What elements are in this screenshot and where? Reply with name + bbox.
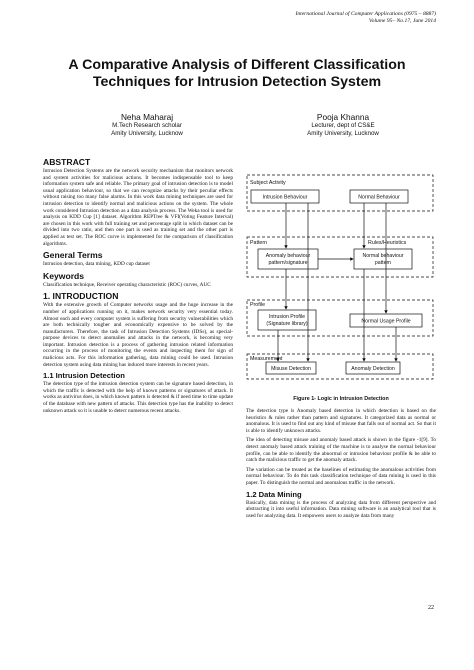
general-terms-text: Intrusion detection, data mining, KDD cup dataset: [43, 261, 150, 268]
intrusion-profile-label-2: (Signature library): [266, 321, 308, 327]
abstract-heading: ABSTRACT: [43, 157, 91, 167]
anomaly-pattern-label-1: Anomaly behaviour: [265, 253, 311, 259]
normal-pattern-label-1: Normal behaviour: [362, 253, 404, 259]
author-role: Lecturer, dept of CS&E: [311, 122, 375, 129]
author-affiliation: Amity University, Lucknow: [307, 130, 379, 137]
right-column: [246, 396, 436, 519]
right-paragraph-3: The variation can be treated as the baselines of estimating the anomalous activities from normal behaviour. To do this task classification technique of data mining is used in this paper. To distinguish the normal and anomalous traffic in the network.: [246, 466, 436, 486]
data-mining-text: Basically, data mining is the process of analyzing data from different perspective and abstracting it into useful information. Data mining software is an analytical tool that is used for analyzing data. It empowers users to analyze data from many: [246, 499, 436, 519]
abstract-text: Intrusion Detection Systems are the network security mechanism that monitors network and system activities for malicious actions. It becomes indispensable tool to keep information system safe and reliable. The primary goal of intrusion detection is to model usual application behaviour, so that we can recognize attacks by their peculiar effects without raising too many false alarms. In this work data mining techniques are used for intrusion detection to identify normal and malicious actions on the system. The whole work considered Intrusion detection as a data analysis process. The Weka tool is used for analysis on KDD Cup [1] dataset. Algorithm REPTree & VFI(Voting Feature Interval) are chosen in this work with full training set and percentage split in which dataset can be divided into two ratio, and then one part is used as training set and the other part is applied as test set. The ROC curve is implemented for the comparison of classification algorithms.: [43, 168, 233, 247]
intrusion-profile-box: [258, 310, 316, 330]
intrusion-behaviour-label: Intrusion Behaviour: [262, 194, 308, 201]
right-paragraph-1: The detection type is Anomaly based detection in which detection is based on the heuristics & rules rather than pattern and signatures. It categorized data as normal or anomalous. It is used to find out any kind of misuse that falls out of normal act. So that it is able to identify unknown attacks.: [246, 408, 436, 434]
normal-usage-profile-label: Normal Usage Profile: [361, 318, 411, 325]
anomaly-detection-label: Anomaly Detection: [351, 366, 395, 372]
normal-pattern-label-2: pattern: [374, 260, 392, 266]
introduction-text: With the extensive growth of Computer networks usage and the huge increase in the number of applications running on it, makes network security very essential today. Almost each and every computer system is suffering from security vulnerabilities which are both technically tougher and economically expensive to be solved by the manufacturers. Therefore, the task of Intrusion Detection Systems (IDSs), as special-purpose devices to detect anomalies and attacks in the network, is becoming very important. Intrusion detection is a process of gathering intrusion related information occurring in the process of monitoring the events and inspecting them for sign of malicious acts. For this information gathering, data mining could be used. Intrusion detection system using data mining has induced more interests in recent years.: [43, 302, 233, 368]
normal-behaviour-label: Normal Behaviour: [358, 194, 400, 201]
author-2: [258, 112, 428, 138]
row-label-profile: Profile: [250, 302, 266, 308]
introduction-heading: 1. INTRODUCTION: [43, 291, 119, 302]
logic-diagram: [246, 172, 436, 392]
general-terms-heading: General Terms: [43, 250, 103, 261]
anomaly-pattern-label-2: pattern/signature: [268, 260, 308, 266]
right-paragraph-2: The idea of detecting misuse and anomaly based attack is shown in the figure -1[9]. To detect anomaly based attack training of the machine is to analyse the normal behaviour profile, can be able to identify the abnormal or intrusion behaviour profile & be able to catch the malicious traffic to get the anomaly attack.: [246, 437, 436, 464]
row-label-measurement: Measurement: [250, 356, 283, 362]
row-label-rules: Rules/Heuristics: [368, 240, 407, 246]
author-role: M.Tech Research scholar: [112, 122, 182, 129]
journal-name: International Journal of Computer Applications (0975 – 8887): [295, 11, 436, 17]
author-1: [62, 112, 232, 138]
row-label-pattern: Pattern: [250, 240, 268, 246]
journal-volume: Volume 95– No.17, June 2014: [368, 18, 436, 24]
anomaly-pattern-box: [258, 249, 318, 269]
misuse-detection-label: Misuse Detection: [271, 366, 311, 372]
intrusion-detection-text: The detection type of the intrusion detection system can be signature based detection, in which the traffic is detected with the help of known patterns or signatures of attack. It works as antivirus does, in which known pattern is detected & if need time to time update of the database with new pattern of attacks. This detection type has the inability to detect unknown attack so it is unable to detect numerous recent attacks.: [43, 381, 233, 414]
logic-figure: [246, 172, 436, 397]
normal-pattern-box: [354, 249, 412, 269]
intrusion-profile-label-1: Intrusion Profile: [268, 314, 306, 320]
paper-title: A Comparative Analysis of Different Classification Techniques for Intrusion Detection System: [68, 57, 406, 90]
author-affiliation: Amity University, Lucknow: [111, 130, 183, 137]
row-label-subject-activity: Subject Activity: [250, 180, 286, 186]
page-number: 22: [428, 605, 434, 611]
data-mining-heading: 1.2 Data Mining: [246, 489, 302, 499]
figure-caption: Figure 1- Logic in Intrusion Detection: [293, 396, 389, 402]
journal-header: [295, 11, 436, 25]
left-column: [43, 157, 233, 414]
author-name: Pooja Khanna: [316, 112, 370, 122]
keywords-text: Classification technique, Receiver operating characteristic (ROC) curves, AUC: [43, 281, 211, 288]
intrusion-detection-heading: 1.1 Intrusion Detection: [43, 371, 125, 381]
author-name: Neha Maharaj: [120, 112, 174, 122]
keywords-heading: Keywords: [43, 270, 85, 281]
